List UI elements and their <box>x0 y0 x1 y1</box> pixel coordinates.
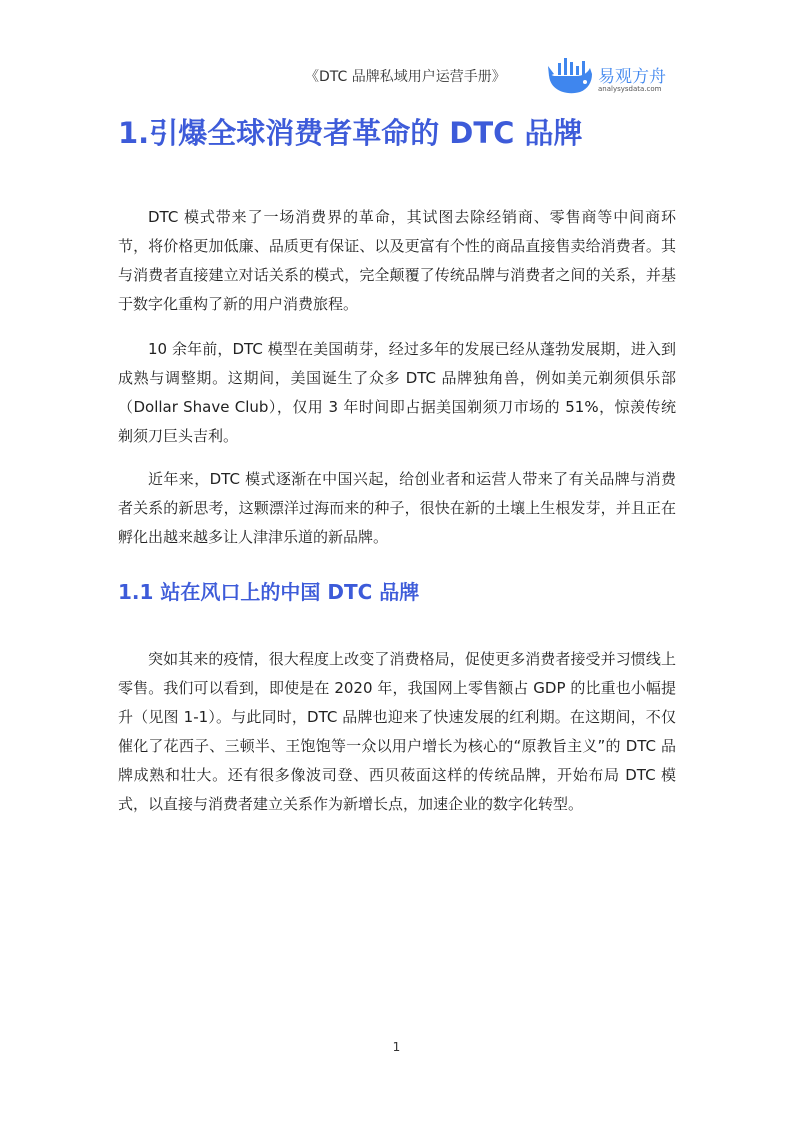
brand-logo <box>546 54 686 100</box>
logo-name: 易观方舟 <box>598 67 666 87</box>
section-paragraph: 10 余年前，DTC 模型在美国萌芽，经过多年的发展已经从蓬勃发展期，进入到成熟与调整期。这期间，美国诞生了众多 DTC 品牌独角兽，例如美元剃须俱乐部（Dollar Shave Club），仅用 3 年时间即占据美国剃须刀市场的 51%，惊羡传统剃须刀巨头吉利。 <box>118 340 676 445</box>
page-number: 1 <box>392 1040 401 1054</box>
section-paragraph: DTC 模式带来了一场消费界的革命，其试图去除经销商、零售商等中间商环节，将价格更加低廉、品质更有保证、以及更富有个性的商品直接售卖给消费者。其与消费者直接建立对话关系的模式，完全颠覆了传统品牌与消费者之间的关系，并基于数字化重构了新的用户消费旅程。 <box>118 208 676 313</box>
section-paragraph: 近年来，DTC 模式逐渐在中国兴起，给创业者和运营人带来了有关品牌与消费者关系的新思考，这颗漂洋过海而来的种子，很快在新的土壤上生根发芽，并且正在孵化出越来越多让人津津乐道的新品牌。 <box>118 470 676 546</box>
subsection-title: 1.1 站在风口上的中国 DTC 品牌 <box>118 580 420 604</box>
document-header-title: 《DTC 品牌私域用户运营手册》 <box>305 69 506 85</box>
logo-url: analysysdata.com <box>598 85 662 93</box>
subsection-paragraph: 突如其来的疫情，很大程度上改变了消费格局，促使更多消费者接受并习惯线上零售。我们可以看到，即使是在 2020 年，我国网上零售额占 GDP 的比重也小幅提升（见图 1-1）。与此同时，DTC 品牌也迎来了快速发展的红利期。在这期间，不仅催化了花西子、三顿半、王饱饱等一众以用户增长为核心的“原教旨主义”的 DTC 品牌成熟和壮大。还有很多像波司登、西贝莜面这样的传统品牌，开始布局 DTC 模式，以直接与消费者建立关系作为新增长点，加速企业的数字化转型。 <box>118 650 676 813</box>
whale-bar-chart-icon <box>546 54 596 98</box>
section-title: 1.引爆全球消费者革命的 DTC 品牌 <box>118 116 583 150</box>
